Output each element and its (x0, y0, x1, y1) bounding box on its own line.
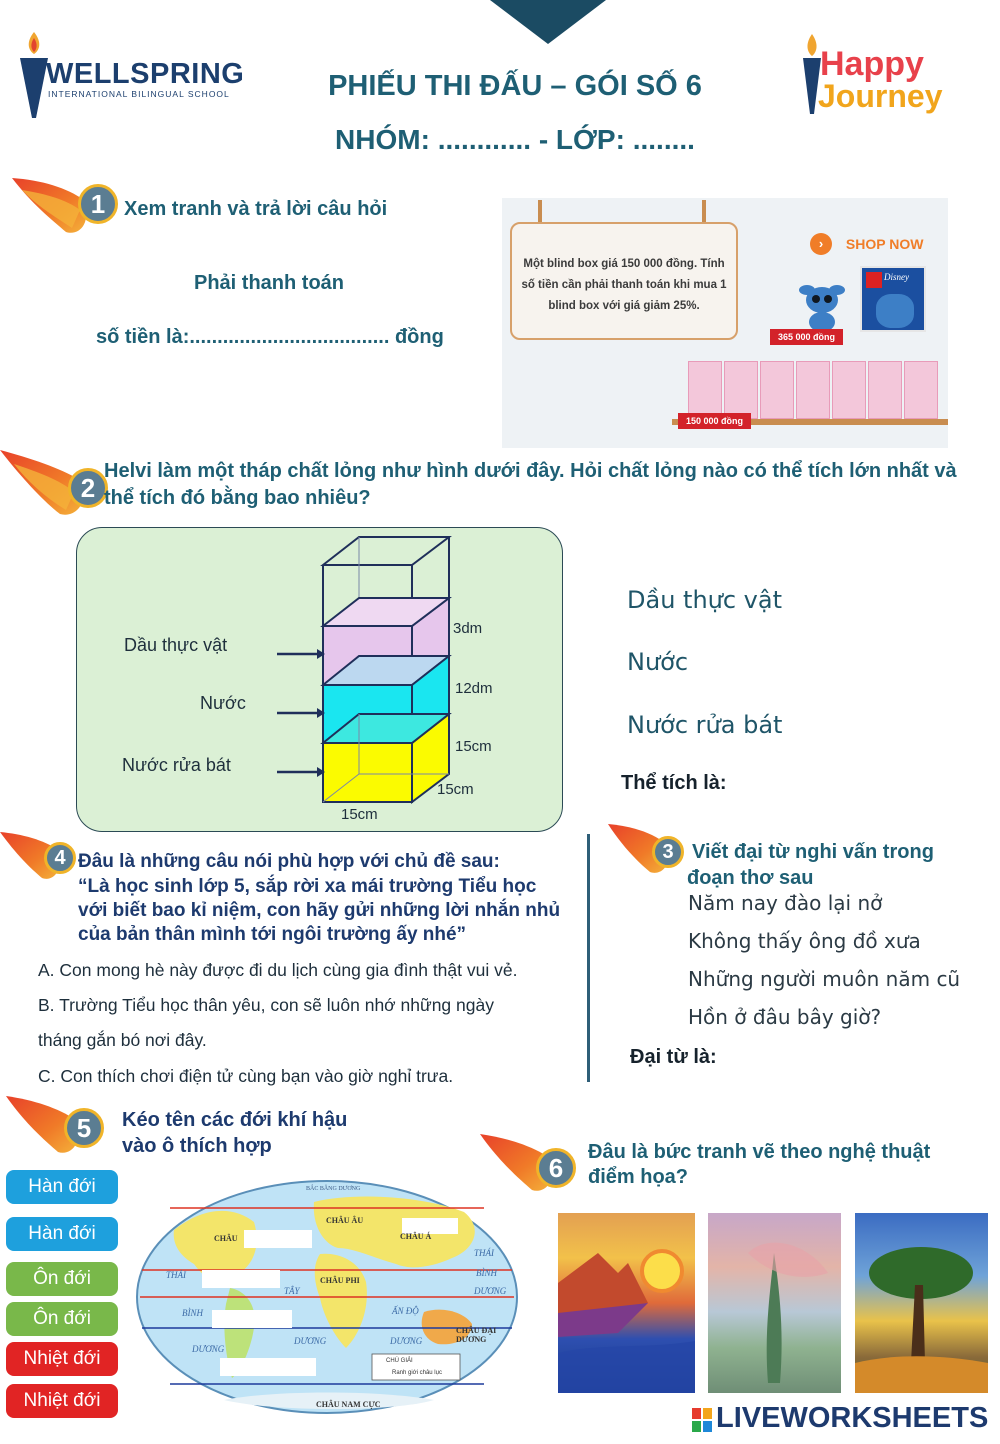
q2-volume-label: Thể tích là: (621, 772, 727, 794)
poem-line-1[interactable]: Năm nay đào lại nở (688, 891, 883, 915)
q4-option-b-cont[interactable]: tháng gắn bó nơi đây. (38, 1030, 207, 1050)
label-oil: Dầu thực vật (124, 635, 228, 655)
map-label-duong-2: DƯƠNG (294, 1336, 327, 1346)
q4-question-line2: “Là học sinh lớp 5, sắp rời xa mái trường Tiểu học (78, 876, 537, 897)
column-divider (587, 834, 590, 1082)
dish-soap-layer (323, 743, 412, 802)
dim-depth: 15cm (437, 781, 474, 798)
drag-nhiet-doi-2[interactable]: Nhiệt đới (6, 1384, 118, 1418)
pointillism-tree-painting-icon (708, 1213, 841, 1393)
map-label-an-do: ẤN ĐỘ (392, 1306, 419, 1316)
map-legend-item: Ranh giới châu lục (392, 1370, 442, 1376)
question-2-number: 2 (68, 468, 108, 508)
brand-happy: Happy (820, 45, 924, 83)
q4-option-a[interactable]: A. Con mong hè này được đi du lịch cùng gia đình thật vui vẻ. (38, 960, 518, 980)
q1-title: Xem tranh và trả lời câu hỏi (124, 198, 388, 220)
label-water: Nước (200, 693, 246, 713)
drag-nhiet-doi-1[interactable]: Nhiệt đới (6, 1342, 118, 1376)
hanger-left-icon (538, 200, 542, 224)
shop-now-button (810, 233, 940, 259)
map-label-europe: CHÂU ÂU (326, 1216, 364, 1225)
q2-option-oil[interactable]: Dầu thực vật (627, 586, 783, 614)
question-1-badge (12, 170, 122, 240)
lego-box-icon (860, 266, 926, 332)
price-tag-lego: 365 000 đồng (770, 329, 843, 345)
price-tag-blind-box: 150 000 đồng (678, 413, 751, 429)
footer-brand: LIVEWORKSHEETS (716, 1402, 989, 1434)
map-label-duong-4: DƯƠNG (474, 1286, 507, 1296)
map-label-thai-west: THÁI (166, 1270, 186, 1280)
page-title: PHIẾU THI ĐẤU – GÓI SỐ 6 (328, 70, 702, 102)
q4-question-line4: của bản thân mình tới ngôi trường ấy nhé” (78, 924, 467, 945)
q5-title-line2: vào ô thích hợp (122, 1135, 272, 1157)
map-label-oceania: CHÂU ĐẠI DƯƠNG (456, 1326, 497, 1344)
label-dish-soap: Nước rửa bát (122, 755, 231, 775)
question-5-number: 5 (64, 1108, 104, 1148)
blind-box-shop-image (502, 198, 948, 448)
brand-journey: Journey (818, 78, 943, 114)
box-brand-label: Disney (884, 272, 909, 282)
q6-title-line1: Đâu là bức tranh vẽ theo nghệ thuật (588, 1141, 931, 1163)
painting-option-2[interactable] (708, 1213, 841, 1393)
question-6-number: 6 (536, 1148, 576, 1188)
question-5-badge (6, 1092, 116, 1162)
map-label-asia: CHÂU Á (400, 1232, 432, 1241)
group-class-line: NHÓM: ............ - LỚP: ........ (335, 124, 695, 155)
dim-width: 15cm (341, 806, 378, 823)
dim-water-height: 12dm (455, 680, 493, 697)
climate-zone-world-map (134, 1178, 520, 1416)
q2-option-water[interactable]: Nước (627, 648, 689, 676)
q4-option-c[interactable]: C. Con thích chơi điện tử cùng bạn vào giờ nghỉ trưa. (38, 1066, 454, 1086)
hanger-right-icon (702, 200, 706, 224)
map-label-duong-3: DƯƠNG (390, 1336, 423, 1346)
map-label-tay: TÂY (284, 1286, 300, 1296)
blind-box-row (688, 361, 938, 419)
map-label-duong-1: DƯƠNG (192, 1344, 225, 1354)
painting-option-1[interactable] (558, 1213, 695, 1393)
map-label-antarctica: CHÂU NAM CỰC (316, 1400, 381, 1409)
school-name: WELLSPRING (46, 58, 245, 90)
q4-option-b[interactable]: B. Trường Tiểu học thân yêu, con sẽ luôn nhớ những ngày (38, 995, 494, 1015)
painting-option-3[interactable] (855, 1213, 988, 1393)
map-label-america: CHÂU (214, 1234, 238, 1243)
question-6-badge (480, 1130, 590, 1200)
question-1-number: 1 (78, 184, 118, 224)
question-4-number: 4 (44, 842, 76, 874)
q1-answer-line1: Phải thanh toán (194, 272, 344, 294)
price-sign: Một blind box giá 150 000 đồng. Tính số tiền cần phải thanh toán khi mua 1 blind box với giá giảm 25%. (510, 222, 738, 340)
q3-title-line2: đoạn thơ sau (687, 867, 814, 889)
q3-answer-label: Đại từ là: (630, 1046, 717, 1068)
q4-question-line1: Đâu là những câu nói phù hợp với chủ đề sau: (78, 851, 500, 872)
top-triangle-decoration (490, 0, 606, 44)
map-label-binh-west: BÌNH (182, 1308, 203, 1318)
question-3-badge (608, 820, 690, 880)
school-subtitle: INTERNATIONAL BILINGUAL SCHOOL (48, 89, 230, 99)
liquid-tower-figure (76, 527, 563, 832)
poem-line-4[interactable]: Hồn ở đâu bây giờ? (688, 1005, 882, 1029)
drag-on-doi-2[interactable]: Ôn đới (6, 1302, 118, 1336)
liveworksheets-logo-icon (692, 1408, 712, 1432)
map-label-africa: CHÂU PHI (320, 1276, 360, 1285)
question-4-badge (0, 826, 80, 886)
map-label-thai-east: THÁI (474, 1248, 494, 1258)
shop-now-label: SHOP NOW (845, 236, 924, 252)
stitch-figure-icon (797, 278, 847, 333)
dim-oil-height: 3dm (453, 620, 483, 637)
map-label-binh-east: BÌNH (476, 1268, 497, 1278)
drag-han-doi-2[interactable]: Hàn đới (6, 1217, 118, 1251)
chevron-right-icon: › (810, 233, 832, 255)
q2-option-dish-soap[interactable]: Nước rửa bát (627, 711, 783, 739)
poem-line-3[interactable]: Những người muôn năm cũ (688, 967, 961, 991)
question-3-number: 3 (652, 836, 684, 868)
impasto-tree-painting-icon (855, 1213, 988, 1393)
q2-question: Helvi làm một tháp chất lỏng như hình dưới đây. Hỏi chất lỏng nào có thể tích lớn nhất và thể tích đó bằng bao nhiêu? (104, 460, 957, 509)
q3-title-line1: Viết đại từ nghi vấn trong (692, 841, 934, 863)
dim-dish-height: 15cm (455, 738, 492, 755)
drag-han-doi-1[interactable]: Hàn đới (6, 1170, 118, 1204)
q1-answer-line2[interactable]: số tiền là:.................................... đồng (96, 326, 444, 348)
q4-question-line3: với biết bao kỉ niệm, con hãy gửi những lời nhắn nhủ (78, 900, 561, 921)
q5-title-line1: Kéo tên các đới khí hậu (122, 1109, 348, 1131)
map-label-north: BẮC BĂNG DƯƠNG (306, 1186, 361, 1192)
drag-on-doi-1[interactable]: Ôn đới (6, 1262, 118, 1296)
poem-line-2[interactable]: Không thấy ông đồ xưa (688, 929, 921, 953)
question-2-badge (0, 450, 110, 520)
map-legend-title: CHÚ GIẢI (386, 1358, 413, 1364)
sunset-painting-icon (558, 1213, 695, 1393)
q6-title-line2: điểm họa? (588, 1166, 689, 1188)
